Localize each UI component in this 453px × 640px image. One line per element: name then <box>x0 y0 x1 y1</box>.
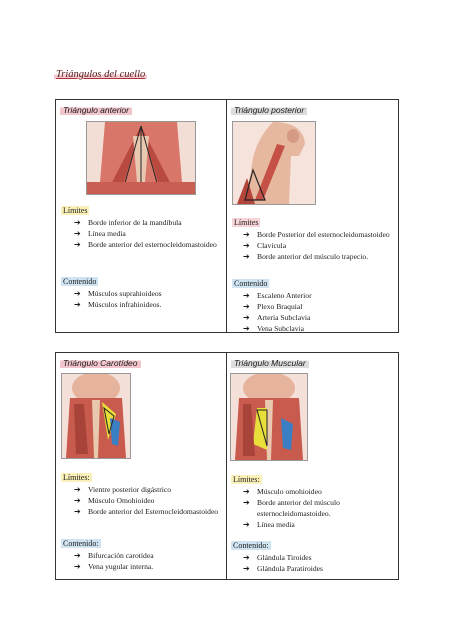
arrow-right-icon: ➔ <box>74 289 81 298</box>
list-item: ➔ Glándula Tiroides <box>243 553 312 562</box>
list-item: ➔ Borde anterior del Esternocleidomastoideo <box>74 507 219 516</box>
arrow-right-icon: ➔ <box>243 241 250 250</box>
cell-title: Triángulo Muscular <box>231 358 309 368</box>
content-label: Contenido: <box>233 541 269 550</box>
arrow-right-icon: ➔ <box>243 230 250 239</box>
arrow-right-icon: ➔ <box>243 487 250 496</box>
list-item: ➔ Línea media <box>74 229 126 238</box>
limits-label: Límites: <box>63 473 90 482</box>
content-list <box>74 550 222 572</box>
cell-title: Triángulo Carotídeo <box>60 358 141 368</box>
list-item: ➔ Vena yugular interna. <box>74 562 154 571</box>
limits-label: Límites: <box>233 475 260 484</box>
arrow-right-icon: ➔ <box>74 229 81 238</box>
neck-carotid-illustration <box>61 373 131 459</box>
list-item: ➔ Borde anterior del esternocleidomastoideo <box>74 240 217 249</box>
neck-anterior-illustration <box>86 121 196 195</box>
list-item: ➔ Bifurcación carotídea <box>74 551 154 560</box>
content-list <box>243 552 395 574</box>
cell-title: Triángulo posterior <box>231 105 307 115</box>
arrow-right-icon: ➔ <box>243 302 250 311</box>
cell-triangulo-carotideo <box>56 353 226 579</box>
cell-title: Triángulo anterior <box>60 105 132 115</box>
arrow-right-icon: ➔ <box>243 564 250 573</box>
arrow-right-icon: ➔ <box>243 520 250 529</box>
arrow-right-icon: ➔ <box>74 562 81 571</box>
cell-triangulo-muscular <box>227 353 398 579</box>
list-item: ➔ Músculo Omohioideo <box>74 496 155 505</box>
content-list <box>243 290 395 334</box>
arrow-right-icon: ➔ <box>74 218 81 227</box>
list-item: ➔ Escaleno Anterior <box>243 291 312 300</box>
arrow-right-icon: ➔ <box>74 485 81 494</box>
list-item: ➔ Borde anterior del músculo esternocleidomastoideo. <box>243 498 340 518</box>
arrow-right-icon: ➔ <box>243 324 250 333</box>
list-item: ➔ Músculos suprahioideos <box>74 289 162 298</box>
list-item: ➔ Arteria Subclavia <box>243 313 311 322</box>
list-item: ➔ Plexo Braquial <box>243 302 303 311</box>
list-item: ➔ Glándula Paratiroides <box>243 564 324 573</box>
list-item: ➔ Borde Posterior del esternocleidomastoideo <box>243 230 390 239</box>
list-item: ➔ Vena Subclavia <box>243 324 305 333</box>
arrow-right-icon: ➔ <box>243 553 250 562</box>
list-item: ➔ Borde inferior de la mandíbula <box>74 218 182 227</box>
limits-list <box>74 217 222 250</box>
list-item: ➔ Línea media <box>243 520 295 529</box>
arrow-right-icon: ➔ <box>243 498 250 507</box>
content-label: Contenido <box>63 277 97 286</box>
arrow-right-icon: ➔ <box>74 300 81 309</box>
list-item: ➔ Borde anterior del músculo trapecio. <box>243 252 369 261</box>
page-title: Triángulos del cuello <box>56 69 146 80</box>
triangles-block-top <box>55 99 399 333</box>
list-item: ➔ Músculos infrahioideos. <box>74 300 162 309</box>
cell-triangulo-posterior <box>227 100 398 332</box>
content-list <box>74 288 222 310</box>
limits-list <box>74 484 222 517</box>
cell-triangulo-anterior <box>56 100 226 332</box>
neck-muscular-illustration <box>230 373 308 461</box>
arrow-right-icon: ➔ <box>74 496 81 505</box>
limits-label: Límites <box>63 206 88 215</box>
arrow-right-icon: ➔ <box>74 240 81 249</box>
arrow-right-icon: ➔ <box>243 252 250 261</box>
list-item: ➔ Clavícula <box>243 241 287 250</box>
content-label: Contenido: <box>63 539 99 548</box>
arrow-right-icon: ➔ <box>74 551 81 560</box>
triangles-block-bottom <box>55 352 399 580</box>
arrow-right-icon: ➔ <box>74 507 81 516</box>
limits-list <box>243 486 395 530</box>
limits-list <box>243 229 395 262</box>
list-item: ➔ Músculo omohioideo <box>243 487 322 496</box>
arrow-right-icon: ➔ <box>243 291 250 300</box>
limits-label: Límites <box>234 218 259 227</box>
content-label: Contenido <box>234 279 268 288</box>
list-item: ➔ Vientre posterior digástrico <box>74 485 172 494</box>
neck-posterior-illustration <box>232 121 316 205</box>
arrow-right-icon: ➔ <box>243 313 250 322</box>
